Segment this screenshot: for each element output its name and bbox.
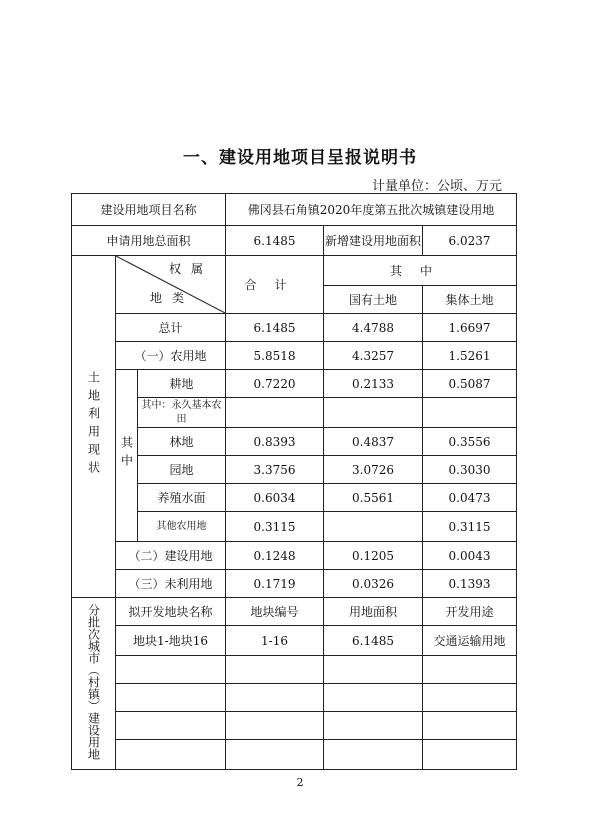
page-number: 2: [296, 776, 304, 789]
cell-collective: 0.5087: [423, 370, 517, 398]
cell-state: 3.0726: [324, 456, 423, 484]
diagonal-header: [116, 256, 226, 314]
cell-collective: [423, 398, 517, 428]
row-total: [72, 314, 517, 342]
header-collective: 集体土地: [423, 286, 517, 314]
total-area-label: 申请用地总面积: [72, 226, 226, 256]
empty-cell: [423, 740, 517, 770]
row-header-1: [72, 256, 517, 286]
batch-header-name: 拟开发地块名称: [116, 598, 226, 626]
row-aqua: [72, 484, 517, 512]
new-area-value: 6.0237: [423, 226, 517, 256]
cell-total: 0.1719: [226, 570, 324, 598]
row-label: 林地: [138, 428, 226, 456]
cell-total: 0.8393: [226, 428, 324, 456]
empty-cell: [226, 712, 324, 740]
cell-state: [324, 398, 423, 428]
empty-row: [72, 712, 517, 740]
row-label: （三）未利用地: [116, 570, 226, 598]
empty-cell: [116, 684, 226, 712]
land-use-label: 土地利用现状: [72, 256, 116, 598]
cell-total: 6.1485: [226, 314, 324, 342]
row-basic-farm: [72, 398, 517, 428]
row-batch-header: [72, 598, 517, 626]
project-name: 佛冈县石角镇2020年度第五批次城镇建设用地: [226, 194, 517, 226]
cell-total: 3.3756: [226, 456, 324, 484]
header-of-which: 其中: [324, 256, 517, 286]
diag-top-label: 权属: [169, 262, 214, 276]
batch-header-code: 地块编号: [226, 598, 324, 626]
header-state: 国有土地: [324, 286, 423, 314]
cell-state: 4.3257: [324, 342, 423, 370]
cell-total: 0.6034: [226, 484, 324, 512]
row-label: 总计: [116, 314, 226, 342]
empty-cell: [226, 740, 324, 770]
empty-cell: [324, 712, 423, 740]
batch-cell-purpose: 交通运输用地: [423, 626, 517, 656]
unit-note: 计量单位：公顷、万元: [371, 179, 502, 194]
empty-cell: [324, 684, 423, 712]
row-label: （二）建设用地: [116, 542, 226, 570]
cell-total: 5.8518: [226, 342, 324, 370]
row-label: 其中：永久基本农田: [138, 398, 226, 428]
cell-collective: 0.0043: [423, 542, 517, 570]
cell-total: [226, 398, 324, 428]
cell-total: 0.7220: [226, 370, 324, 398]
page-title: 一、建设用地项目呈报说明书: [183, 148, 417, 168]
row-label: 养殖水面: [138, 484, 226, 512]
empty-cell: [226, 656, 324, 684]
cell-state: 4.4788: [324, 314, 423, 342]
row-unused: [72, 570, 517, 598]
row-label: （一）农用地: [116, 342, 226, 370]
batch-label: 分批次城市（村镇）建设用地: [72, 598, 116, 770]
project-label: 建设用地项目名称: [72, 194, 226, 226]
batch-header-purpose: 开发用途: [423, 598, 517, 626]
row-arable: [72, 370, 517, 398]
batch-cell-area: 6.1485: [324, 626, 423, 656]
cell-collective: 1.5261: [423, 342, 517, 370]
new-area-label: 新增建设用地面积: [324, 226, 423, 256]
row-garden: [72, 456, 517, 484]
diag-bottom-label: 地类: [150, 291, 195, 305]
batch-cell-code: 1-16: [226, 626, 324, 656]
empty-row: [72, 656, 517, 684]
cell-collective: 0.3030: [423, 456, 517, 484]
cell-collective: 0.0473: [423, 484, 517, 512]
table-row: [72, 626, 517, 656]
empty-cell: [226, 684, 324, 712]
empty-cell: [116, 656, 226, 684]
cell-collective: 0.3556: [423, 428, 517, 456]
empty-cell: [116, 712, 226, 740]
cell-total: 0.1248: [226, 542, 324, 570]
row-project-name: [72, 194, 517, 226]
row-forest: [72, 428, 517, 456]
cell-state: 0.1205: [324, 542, 423, 570]
total-area-value: 6.1485: [226, 226, 324, 256]
cell-collective: 1.6697: [423, 314, 517, 342]
of-which-vertical: 其中: [116, 370, 138, 542]
row-construction: [72, 542, 517, 570]
empty-cell: [324, 740, 423, 770]
empty-cell: [423, 656, 517, 684]
cell-state: [324, 512, 423, 542]
row-agri: [72, 342, 517, 370]
cell-state: 0.0326: [324, 570, 423, 598]
empty-cell: [423, 684, 517, 712]
cell-collective: 0.3115: [423, 512, 517, 542]
cell-state: 0.4837: [324, 428, 423, 456]
empty-cell: [116, 740, 226, 770]
empty-row: [72, 740, 517, 770]
empty-cell: [324, 656, 423, 684]
batch-header-area: 用地面积: [324, 598, 423, 626]
cell-collective: 0.1393: [423, 570, 517, 598]
row-total-area: [72, 226, 517, 256]
land-use-table: [71, 193, 517, 770]
empty-cell: [423, 712, 517, 740]
cell-state: 0.2133: [324, 370, 423, 398]
cell-total: 0.3115: [226, 512, 324, 542]
batch-cell-name: 地块1-地块16: [116, 626, 226, 656]
row-other-agri: [72, 512, 517, 542]
header-total: 合计: [226, 256, 324, 314]
empty-row: [72, 684, 517, 712]
row-label: 耕地: [138, 370, 226, 398]
row-label: 其他农用地: [138, 512, 226, 542]
cell-state: 0.5561: [324, 484, 423, 512]
row-label: 园地: [138, 456, 226, 484]
